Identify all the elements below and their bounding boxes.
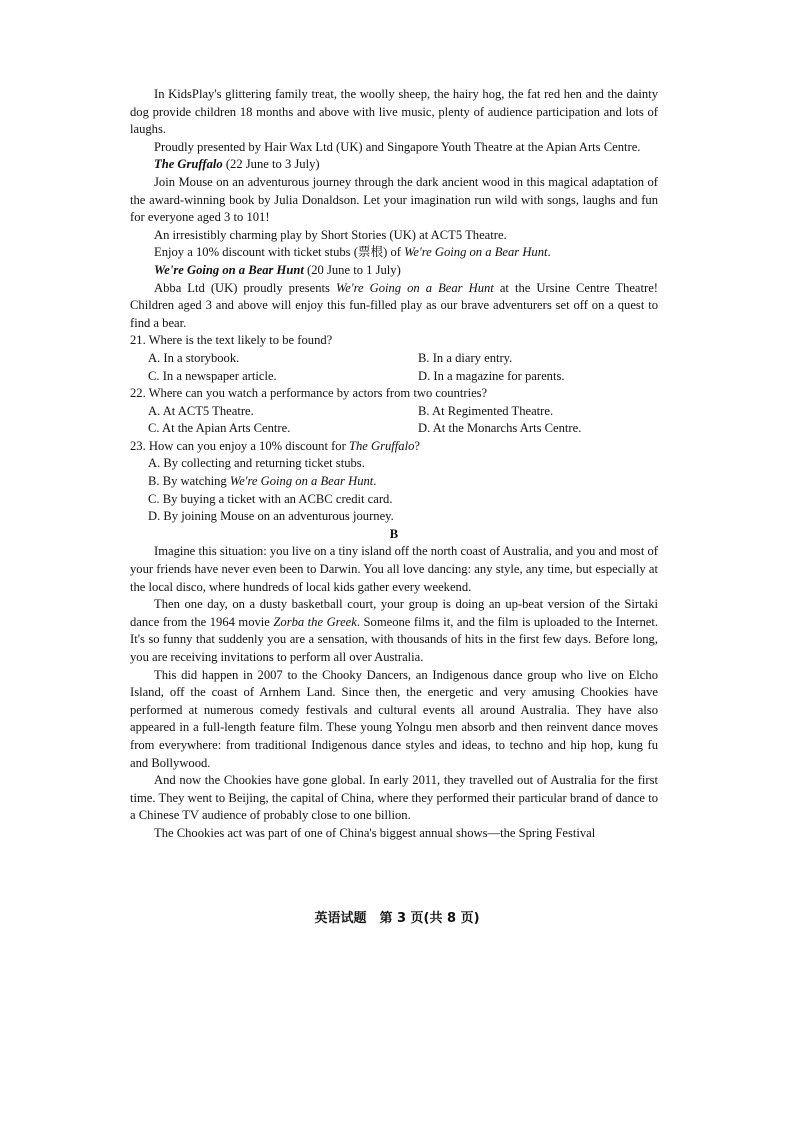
option-b	[130, 473, 658, 491]
text-run: at the Ursine Centre Theatre! Children aged 3 and above will enjoy this fun-filled play as our brave adventurers set off on a quest to find a bear.	[130, 280, 658, 330]
option-d: D. By joining Mouse on an adventurous journey.	[148, 509, 394, 524]
exam-page	[130, 86, 658, 843]
passage-a-paragraph: Proudly presented by Hair Wax Ltd (UK) and Singapore Youth Theatre at the Apian Arts Centre.	[154, 139, 641, 154]
passage-a-paragraph: An irresistibly charming play by Short Stories (UK) at ACT5 Theatre.	[154, 227, 507, 242]
question-21-options	[130, 350, 658, 385]
option-a: A. By collecting and returning ticket stubs.	[148, 456, 365, 471]
section-heading-b: B	[389, 526, 399, 541]
option-b: B. At Regimented Theatre.	[418, 403, 554, 418]
passage-b-paragraph: And now the Chookies have gone global. In early 2011, they travelled out of Australia for the first time. They went to Beijing, the capital of China, where they performed their particular brand of dance to a Chinese TV audience of probably close to one billion.	[130, 773, 658, 823]
show-heading-gruffalo	[130, 156, 658, 174]
show-title: The Gruffalo	[154, 157, 223, 172]
option-c: C. By buying a ticket with an ACBC credit card.	[148, 491, 393, 506]
show-title: We're Going on a Bear Hunt	[154, 262, 304, 277]
show-heading-bear-hunt	[130, 262, 658, 280]
passage-a-paragraph	[130, 244, 658, 262]
text-run: . Someone films it, and the film is uploaded to the Internet. It's so funny that suddenly you are a sensation, with thousands of hits in the first few days. Before long, you are receiving invitations to perform all over Australia.	[130, 614, 659, 664]
text-run: 23. How can you enjoy a 10% discount for	[130, 438, 349, 453]
question-23-stem	[130, 438, 658, 456]
passage-a-paragraph: Join Mouse on an adventurous journey through the dark ancient wood in this magical adaptation of the award-winning book by Julia Donaldson. Let your imagination run wild with songs, laughs and fun for everyone aged 3 to 101!	[130, 174, 658, 225]
option-b: B. In a diary entry.	[418, 350, 513, 365]
passage-b-paragraph: This did happen in 2007 to the Chooky Dancers, an Indigenous dance group who live on Elcho Island, off the coast of Arnhem Land. Since then, the energetic and very amusing Chookies have performed at numerous comedy festivals and cultural events all around Australia. They have also appeared in a full-length feature film. These young Yolngu men absorb and then reinvent dance moves from everywhere: from traditional Indigenous dance styles and ideas, to techno and hip hop, kung fu and Bollywood.	[130, 667, 658, 770]
text-run: .	[373, 474, 377, 489]
option-d: D. In a magazine for parents.	[418, 368, 565, 383]
passage-a-paragraph: In KidsPlay's glittering family treat, the woolly sheep, the hairy hog, the fat red hen and the dainty dog provide children 18 months and above with live music, plenty of audience participation and lots of laughs.	[130, 87, 658, 137]
show-dates: (22 June to 3 July)	[222, 157, 320, 172]
show-dates: (20 June to 1 July)	[303, 262, 401, 277]
passage-b-paragraph: The Chookies act was part of one of China's biggest annual shows—the Spring Festival	[154, 825, 596, 840]
italic-title: We're Going on a Bear Hunt	[404, 245, 548, 260]
option-a: A. At ACT5 Theatre.	[148, 403, 254, 418]
text-run: Abba Ltd (UK) proudly presents	[154, 280, 336, 295]
option-d: D. At the Monarchs Arts Centre.	[418, 421, 582, 436]
italic-title: Zorba the Greek	[273, 614, 357, 629]
question-22-stem: 22. Where can you watch a performance by actors from two countries?	[130, 386, 488, 401]
passage-b-paragraph: Imagine this situation: you live on a tiny island off the north coast of Australia, and you and most of your friends have never even been to Darwin. You all love dancing: any style, any time, but especially at the local disco, where hundreds of local kids gather every weekend.	[130, 544, 658, 594]
text-run: B. By watching	[148, 474, 230, 489]
option-c: C. At the Apian Arts Centre.	[148, 421, 291, 436]
question-22-options	[130, 403, 658, 438]
page-footer: 英语试题 第 3 页(共 8 页)	[314, 911, 480, 926]
passage-a-paragraph	[130, 280, 658, 333]
text-run: ?	[414, 438, 420, 453]
italic-title: We're Going on a Bear Hunt	[229, 474, 374, 489]
italic-title: We're Going on a Bear Hunt	[335, 280, 494, 295]
option-a: A. In a storybook.	[148, 350, 240, 365]
text-run: .	[547, 245, 551, 260]
text-run: Enjoy a 10% discount with ticket stubs (票根) of	[154, 245, 405, 260]
italic-title: The Gruffalo	[348, 438, 415, 453]
passage-b-paragraph	[130, 596, 658, 666]
option-c: C. In a newspaper article.	[148, 368, 277, 383]
question-21-stem: 21. Where is the text likely to be found?	[130, 333, 333, 348]
text-run: Then one day, on a dusty basketball court, your group is doing an up-beat version of the Sirtaki dance from the 1964 movie	[130, 597, 658, 629]
